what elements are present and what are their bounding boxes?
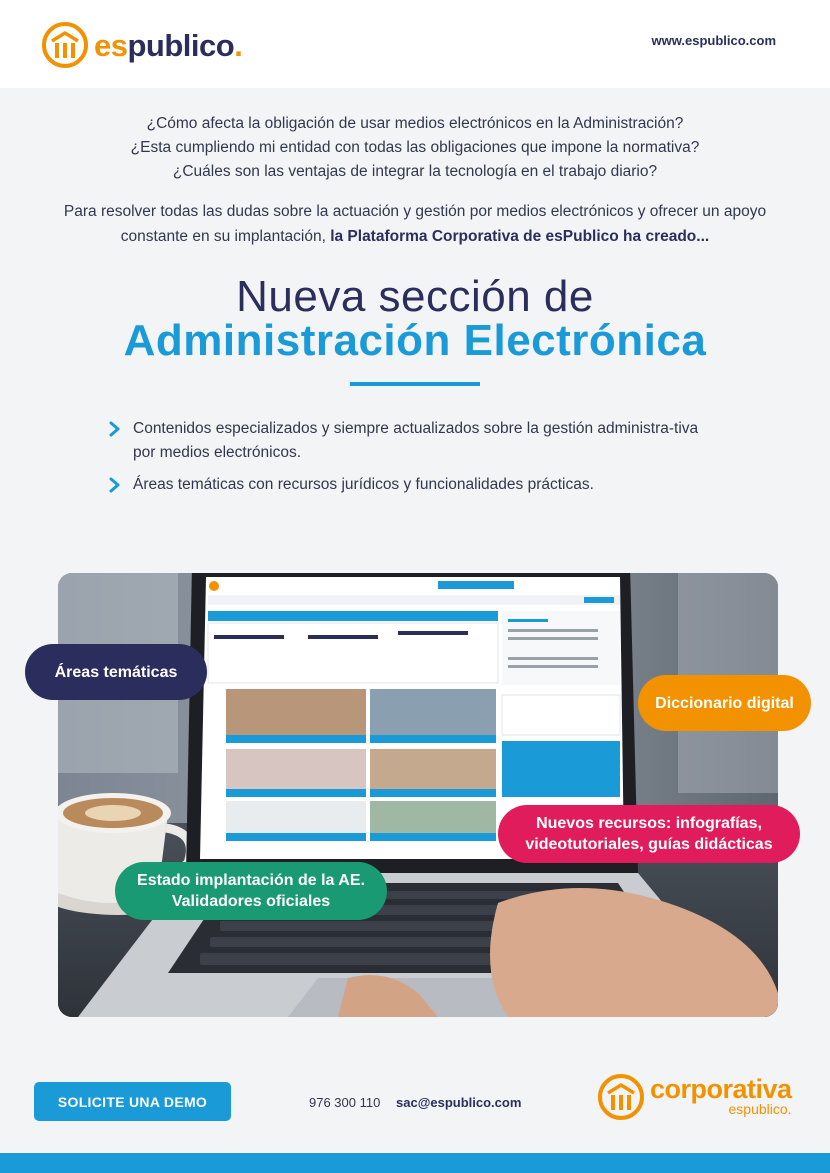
headline-line1: Nueva sección de: [236, 272, 594, 321]
headline-divider: [350, 382, 480, 386]
feature-list: [108, 417, 708, 505]
logo-wordmark: espublico.: [94, 27, 243, 63]
question-3: ¿Cuáles son las ventajas de integrar la tecnología en el trabajo diario?: [172, 163, 658, 180]
contact-phone[interactable]: 976 300 110: [309, 1095, 381, 1110]
intro-questions: [0, 112, 830, 184]
feature-item: [108, 417, 708, 465]
laptop-illustration: [58, 573, 778, 1017]
feature-item-text: Áreas temáticas con recursos jurídicos y funcionalidades prácticas.: [133, 476, 594, 493]
espublico-logo-icon: [42, 22, 88, 68]
callout-estado-implantacion: Estado implantación de la AE. Validadores oficiales: [115, 862, 387, 920]
question-1: ¿Cómo afecta la obligación de usar medios electrónicos en la Administración?: [146, 115, 684, 132]
corporativa-logo-icon: [598, 1074, 644, 1120]
request-demo-button[interactable]: SOLICITE UNA DEMO: [34, 1082, 231, 1121]
intro-paragraph-line2: constante en su implantación, la Plataforma Corporativa de esPublico ha creado...: [120, 228, 710, 245]
feature-item-text: Contenidos especializados y siempre actualizados sobre la gestión administra-tiva por medios electrónicos.: [133, 420, 699, 461]
header: [0, 0, 830, 88]
chevron-right-icon: [108, 421, 122, 437]
question-2: ¿Esta cumpliendo mi entidad con todas las obligaciones que impone la normativa?: [130, 139, 700, 156]
intro-paragraph: [0, 199, 830, 249]
callout-nuevos-recursos: Nuevos recursos: infografías, videotutoriales, guías didácticas: [498, 805, 800, 863]
site-url-link[interactable]: www.espublico.com: [651, 33, 776, 48]
headline-line2: Administración Electrónica: [123, 316, 707, 365]
intro-paragraph-line1: Para resolver todas las dudas sobre la actuación y gestión por medios electrónicos y ofrecer un apoyo: [63, 203, 767, 220]
callout-diccionario-digital: Diccionario digital: [638, 675, 811, 731]
espublico-logo[interactable]: [42, 22, 242, 68]
chevron-right-icon: [108, 477, 122, 493]
laptop-photo: [58, 573, 778, 1017]
bottom-bar: [0, 1153, 830, 1173]
callout-areas-tematicas: Áreas temáticas: [25, 644, 207, 700]
corporativa-wordmark: corporativa espublico.: [650, 1074, 792, 1117]
feature-item: [108, 473, 708, 497]
contact-email-link[interactable]: sac@espublico.com: [396, 1095, 522, 1110]
corporativa-logo[interactable]: [598, 1074, 792, 1120]
